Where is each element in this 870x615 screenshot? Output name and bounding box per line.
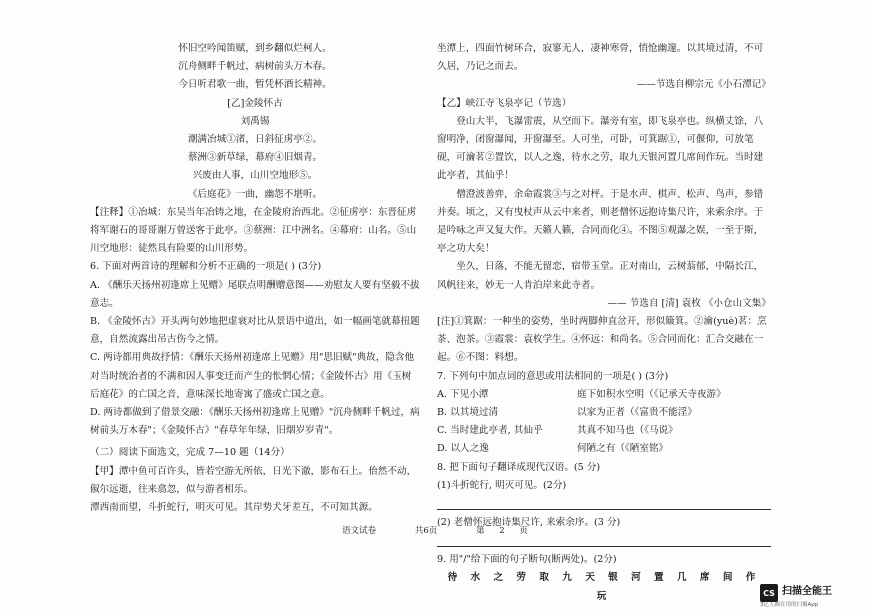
poem2-line-4: 《后庭花》一曲，幽怨不堪听。	[187, 188, 323, 200]
scanner-watermark	[760, 582, 870, 608]
poem2-line-1: 潮满冶城①渚，日斜征虏亭②。	[187, 134, 323, 146]
poem1-line-1: 怀旧空吟闻笛赋，到乡翻似烂柯人。	[178, 43, 332, 54]
q8-stem: 8. 把下面句子翻译成现代汉语。(5 分)	[437, 461, 601, 473]
left-column	[90, 40, 420, 517]
passage-jia-source: ——节选自柳宗元《小石潭记》	[636, 79, 771, 91]
watermark-tagline: 3亿人都在用的扫描App	[760, 602, 819, 608]
footer-subject: 语文试卷	[342, 526, 377, 536]
passage-jia-continued: 坐潭上，四面竹树环合，寂寥无人，凄神寒骨，悄怆幽邃。以其境过清，不可久居，乃记之而去。	[437, 43, 764, 73]
q7-option-c-left: C. 当时建此亭者, 其仙乎	[437, 425, 543, 437]
q7-option-d-left: D. 以人之逸	[437, 443, 489, 455]
right-column	[437, 40, 771, 606]
q7-option-a-right: 庭下如积水空明（《记承天寺夜游》	[577, 388, 726, 400]
poem1-line-2: 沉舟侧畔千帆过，病树前头万木春。	[178, 61, 332, 73]
q7-option-b-right: 以家为正者（《富贵不能淫》	[577, 407, 697, 419]
passage-jia-p2: 潭西南而望，斗折蛇行，明灭可见。其岸势犬牙差互，不可知其源。	[90, 502, 378, 514]
poem2-title: [乙]金陵怀古	[227, 97, 283, 109]
passage-jia-p1: 【甲】潭中鱼可百许头，皆若空游无所依，日光下澈，影布石上。佁然不动，俶尔远逝，往来翕忽，似与游者相乐。	[90, 465, 417, 495]
passage-yi-notes: [注]①箕踞：一种坐的姿势，坐时两脚伸直岔开，形似簸箕。②瀹(yuè)茗：烹茶、泡茶。③霞裳：袁枚学生。④怀远：和尚名。⑤合同而化：汇合交融在一起。⑥不图：料想。	[437, 316, 767, 364]
camscanner-logo-icon: CS	[760, 584, 778, 602]
q6-stem: 6. 下面对两首诗的理解和分析不正确的一项是( ) (3分)	[90, 261, 322, 273]
q7-option-a	[437, 386, 771, 404]
q6-option-d: D. 两诗都做到了借景交融：《酬乐天扬州初逢席上见赠》"沉舟侧畔千帆过，病树前头万木春"；《金陵怀古》"春草年年绿，旧烟岁岁青"。	[90, 407, 420, 437]
footer-page-number: 第 2 页	[476, 526, 528, 536]
q8-sentence-1: (1)斗折蛇行, 明灭可见。(2分)	[437, 479, 567, 491]
watermark-app-name: 扫描全能王	[782, 586, 832, 597]
q8-sentence-2: (2) 老僧怀远抱诗集尺许, 来索余序。(3 分)	[437, 517, 621, 529]
passage-yi-p2: 僧澄波善弈，余命霞裳③与之对枰。于是水声、棋声、松声、鸟声，参错并奏。顷之，又有曳杖声从云中来者，则老僧怀远抱诗集尺许，来索余序。于是吟咏之声又复大作。天籁人籁，合同而化④。不图⑤观瀑之娱，一至于斯，亭之功大矣！	[437, 188, 764, 255]
q7-stem: 7. 下列句中加点词的意思或用法相同的一项是( ) (3分)	[437, 370, 669, 382]
q7-option-b	[437, 404, 771, 422]
poem2-author: 刘禹锡	[240, 115, 270, 127]
q7-option-a-left: A. 下见小潭	[437, 388, 489, 400]
passage-yi-source: —— 节选自 [清] 袁枚 《小仓山文集》	[607, 297, 771, 309]
q7-option-d	[437, 440, 771, 458]
q9-sentence[interactable]: 待 水 之 劳 取 九 天 银 河 置 几 席 间 作 玩	[447, 572, 761, 602]
q6-option-c: C. 两诗都用典故抒情：《酬乐天扬州初逢席上见赠》用"思旧赋"典故，隐含他对当时统治者的不满和因人事变迁而产生的怅惘心情；《金陵怀古》用《玉树后庭花》的亡国之音，意味深长地寄寓了盛或亡国之意。	[90, 352, 415, 400]
passage-yi-p3: 坐久，日落，不能无留恋，宿带玉堂。正对南山，云树蓊郁，中隔长江，风帆往来，妙无一人肯泊岸来此寺者。	[437, 261, 764, 291]
section2-heading: （二）阅读下面选文，完成 7—10 题（14分）	[90, 447, 290, 459]
poem2-line-2: 蔡洲③新草绿，幕府④旧烟青。	[187, 152, 323, 164]
passage-yi-p1: 登山大半，飞瀑雷震，从空而下。瀑旁有室，即飞泉亭也。纵横丈馀，八窗明净，闭窗瀑闻，开窗瀑至。人可坐，可卧，可箕踞①，可偃仰，可放笔砚，可瀹茗②置饮，以人之逸，待水之劳，取九天银河置几席间作玩。当时建此亭者，其仙乎！	[437, 115, 764, 182]
passage-yi-heading: 【乙】峡江寺飞泉亭记（节选）	[437, 97, 572, 109]
poem1-line-3: 今日听君歌一曲，暂凭杯酒长精神。	[178, 79, 332, 91]
q6-option-a: A. 《酬乐天扬州初逢席上见赠》尾联点明酬赠意图——劝慰友人要有坚毅不拔意志。	[90, 279, 420, 309]
q6-option-b: B. 《金陵怀古》开头两句妙地把虚衰对比从景语中道出，如一幅画笔就幕扭题意，自然流露出吊古伤今之情。	[90, 316, 420, 346]
page-footer	[0, 524, 870, 536]
q7-option-c-right: 其真不知马也（《马说》	[577, 425, 678, 437]
poem-annotation: 【注释】①冶城：东吴当年冶铸之地，在金陵府治西北。②征虏亭：东晋征虏将军谢石的哥哥谢万曾送客于此亭。③蔡洲：江中洲名。④幕府：山名。⑤山川空地形：徒然具有险要的山川形势。	[90, 206, 417, 255]
q7-option-c	[437, 422, 771, 440]
q7-option-b-left: B. 以其境过清	[437, 407, 499, 419]
q8-answer-line-1[interactable]	[437, 495, 771, 510]
poem2-line-3: 兴废由人事，山川空地形⑤。	[192, 170, 318, 182]
footer-total-pages: 共6页	[414, 526, 438, 536]
q7-option-d-right: 何陋之有（《陋室铭》	[577, 443, 669, 455]
q9-stem: 9. 用"/"给下面的句子断句(断两处)。(2分)	[437, 554, 617, 566]
